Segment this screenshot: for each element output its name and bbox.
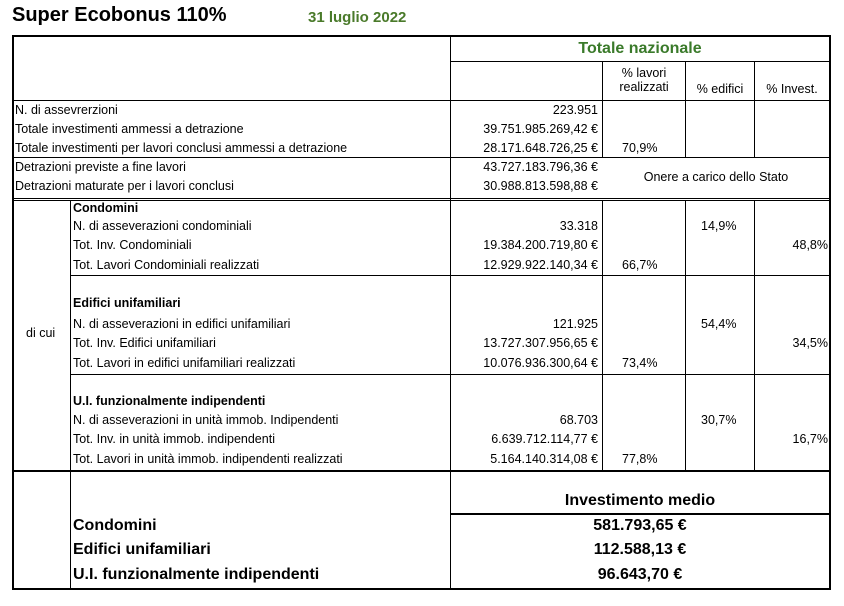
group-title: Edifici unifamiliari <box>73 296 181 310</box>
medio-value: 581.793,65 € <box>593 517 687 534</box>
row-value: 5.164.140.314,08 € <box>490 452 598 466</box>
row-value: 39.751.985.269,42 € <box>483 122 598 136</box>
row-edifici: 54,4% <box>701 317 737 331</box>
row-pct: 70,9% <box>622 141 658 155</box>
medio-label: Edifici unifamiliari <box>73 541 211 558</box>
medio-value: 96.643,70 € <box>597 566 683 583</box>
col-header-invest: % Invest. <box>766 82 818 96</box>
medio-label: Condomini <box>73 517 157 534</box>
col-header-lavori: % lavori realizzati <box>619 66 669 94</box>
group-title: U.I. funzionalmente indipendenti <box>73 394 266 408</box>
group-title: Condomini <box>73 201 139 215</box>
row-label: Tot. Lavori Condominiali realizzati <box>73 258 260 272</box>
row-lavori: 73,4% <box>622 356 658 370</box>
report-date: 31 luglio 2022 <box>308 9 407 26</box>
row-edifici: 14,9% <box>701 219 737 233</box>
row-value: 223.951 <box>552 103 598 117</box>
row-label: Tot. Inv. Edifici unifamiliari <box>73 336 216 350</box>
totale-nazionale-header: Totale nazionale <box>578 40 702 57</box>
onere-label: Onere a carico dello Stato <box>643 170 789 184</box>
row-label: N. di assevrerzioni <box>15 103 118 117</box>
medio-header: Investimento medio <box>564 492 716 509</box>
row-value: 13.727.307.956,65 € <box>483 336 598 350</box>
row-value: 68.703 <box>559 413 598 427</box>
row-lavori: 66,7% <box>622 258 658 272</box>
page-title: Super Ecobonus 110% <box>12 4 227 26</box>
row-lavori: 77,8% <box>622 452 658 466</box>
row-label: Detrazioni previste a fine lavori <box>15 160 186 174</box>
row-value: 19.384.200.719,80 € <box>483 238 598 252</box>
di-cui-label: di cui <box>26 326 56 340</box>
row-label: N. di asseverazioni condominiali <box>73 219 252 233</box>
row-value: 33.318 <box>559 219 598 233</box>
row-label: N. di asseverazioni in edifici unifamiliari <box>73 317 291 331</box>
row-value: 12.929.922.140,34 € <box>483 258 598 272</box>
row-label: Tot. Inv. in unità immob. indipendenti <box>73 432 275 446</box>
row-value: 28.171.648.726,25 € <box>483 141 598 155</box>
row-label: Detrazioni maturate per i lavori conclusi <box>15 179 234 193</box>
row-value: 30.988.813.598,88 € <box>483 179 598 193</box>
row-invest: 16,7% <box>792 432 828 446</box>
row-edifici: 30,7% <box>701 413 737 427</box>
col-header-edifici: % edifici <box>696 82 744 96</box>
row-value: 10.076.936.300,64 € <box>483 356 598 370</box>
row-label: Tot. Lavori in edifici unifamiliari realizzati <box>73 356 296 370</box>
row-invest: 48,8% <box>792 238 828 252</box>
row-value: 43.727.183.796,36 € <box>483 160 598 174</box>
row-label: Totale investimenti ammessi a detrazione <box>15 122 244 136</box>
medio-label: U.I. funzionalmente indipendenti <box>73 566 320 583</box>
row-label: Tot. Lavori in unità immob. indipendenti realizzati <box>73 452 343 466</box>
row-label: N. di asseverazioni in unità immob. Indipendenti <box>73 413 339 427</box>
row-label: Tot. Inv. Condominiali <box>73 238 192 252</box>
row-value: 6.639.712.114,77 € <box>491 432 598 446</box>
row-value: 121.925 <box>552 317 598 331</box>
medio-value: 112.588,13 € <box>593 541 687 558</box>
row-label: Totale investimenti per lavori conclusi ammessi a detrazione <box>15 141 348 155</box>
row-invest: 34,5% <box>792 336 828 350</box>
